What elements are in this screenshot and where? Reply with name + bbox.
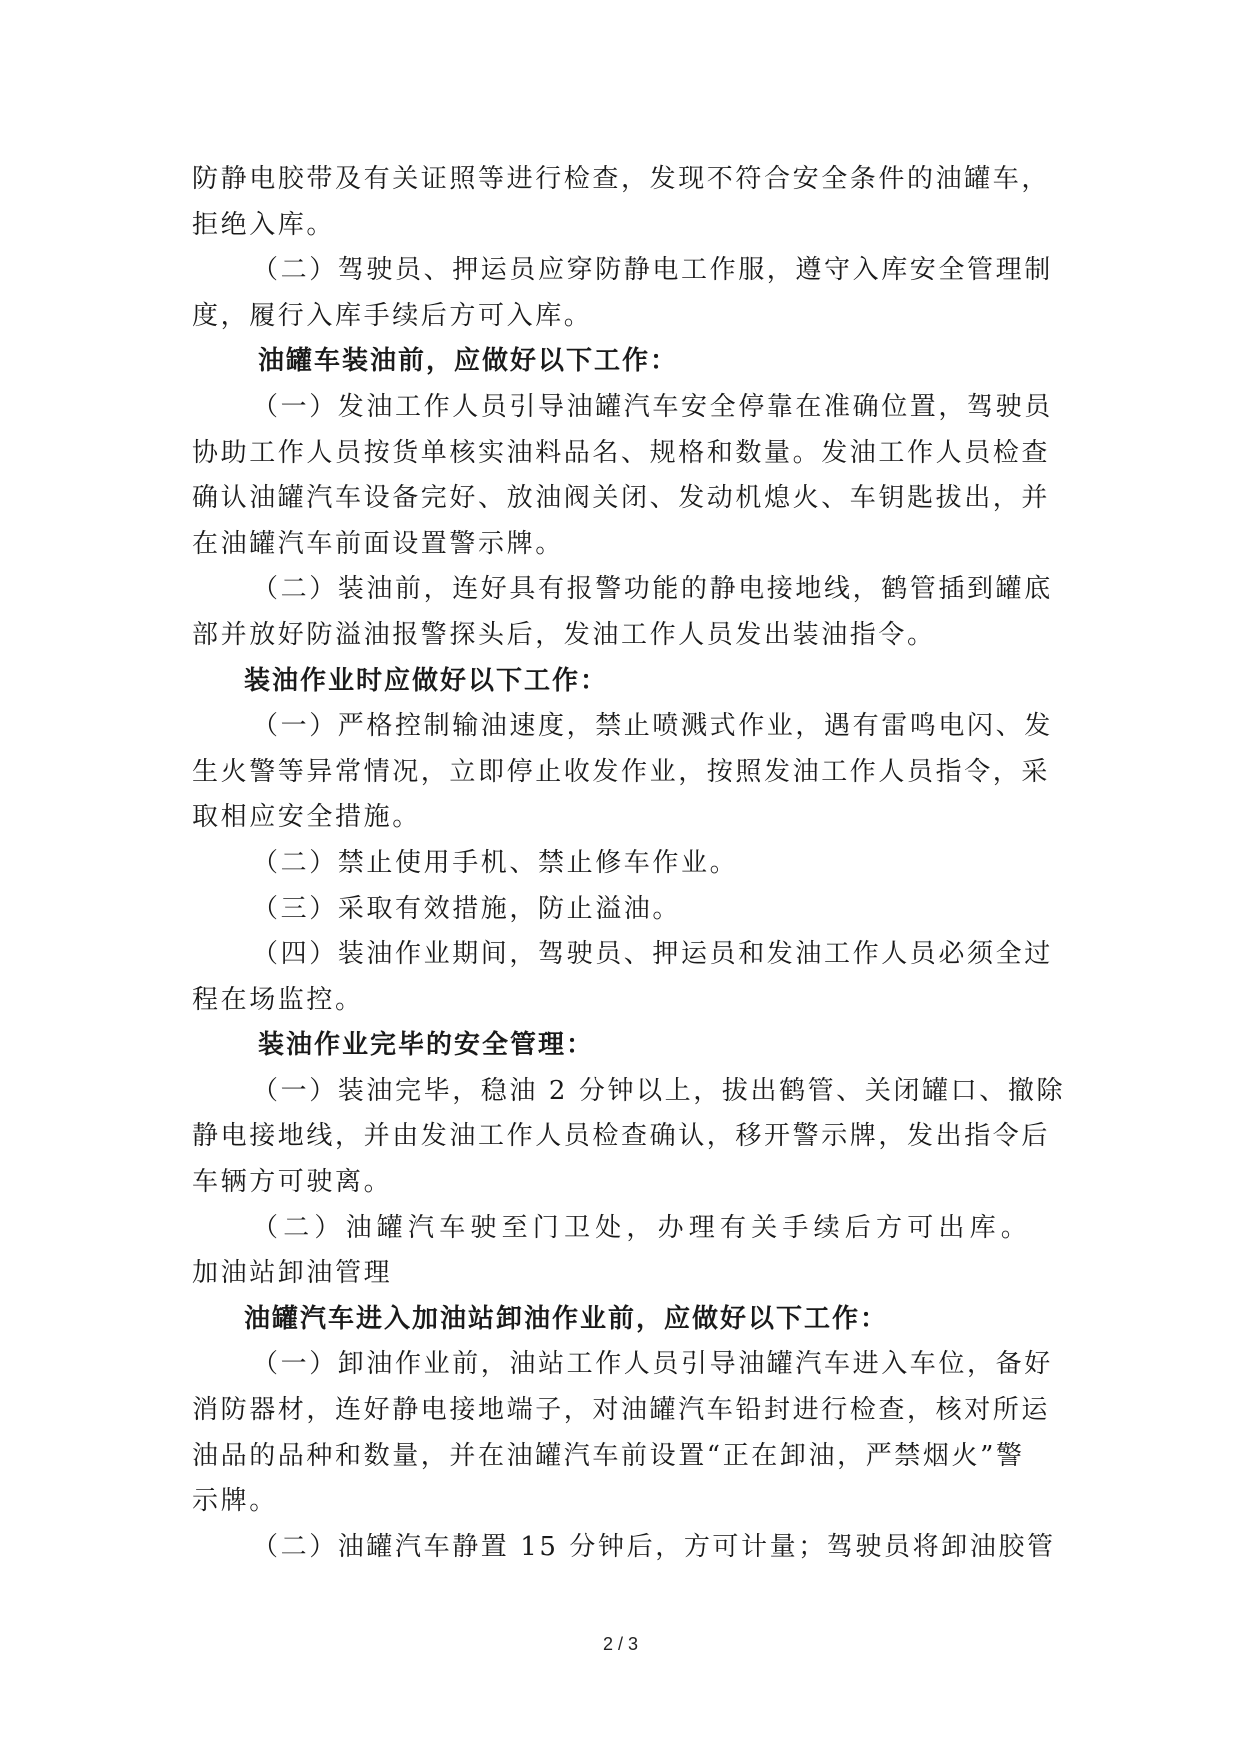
paragraph-line: （二）禁止使用手机、禁止修车作业。: [252, 847, 739, 878]
paragraph-line: （一）装油完毕，稳油 2 分钟以上，拔出鹤管、关闭罐口、撤除: [252, 1075, 1066, 1106]
paragraph-line: （一）严格控制输油速度，禁止喷溅式作业，遇有雷鸣电闪、发: [252, 711, 1053, 742]
paragraph-line: （二）油罐汽车驶至门卫处，办理有关手续后方可出库。: [252, 1212, 1033, 1243]
paragraph-line: （二）油罐汽车静置 15 分钟后，方可计量；驾驶员将卸油胶管: [252, 1531, 1056, 1562]
paragraph-line: 取相应安全措施。: [192, 802, 421, 833]
paragraph-line: 车辆方可驶离。: [192, 1167, 393, 1198]
paragraph-line: 确认油罐汽车设备完好、放油阀关闭、发动机熄火、车钥匙拔出，并: [192, 483, 1051, 514]
paragraph-line: 拒绝入库。: [192, 209, 336, 240]
paragraph-line: 在油罐汽车前面设置警示牌。: [192, 528, 564, 559]
section-heading: 油罐车装油前，应做好以下工作：: [258, 346, 679, 377]
paragraph-line: 度，履行入库手续后方可入库。: [192, 300, 593, 331]
paragraph-line: （四）装油作业期间，驾驶员、押运员和发油工作人员必须全过: [252, 939, 1053, 970]
subsection-title: 加油站卸油管理: [192, 1258, 393, 1289]
paragraph-line: 生火警等异常情况，立即停止收发作业，按照发油工作人员指令，采: [192, 756, 1051, 787]
paragraph-line: 部并放好防溢油报警探头后，发油工作人员发出装油指令。: [192, 619, 936, 650]
paragraph-line: （一）卸油作业前，油站工作人员引导油罐汽车进入车位，备好: [252, 1349, 1053, 1380]
paragraph-line: （一）发油工作人员引导油罐汽车安全停靠在准确位置，驾驶员: [252, 391, 1053, 422]
section-heading: 装油作业完毕的安全管理：: [258, 1030, 595, 1061]
section-heading: 装油作业时应做好以下工作：: [244, 665, 609, 696]
paragraph-line: 油品的品种和数量，并在油罐汽车前设置“正在卸油，严禁烟火”警: [192, 1440, 1025, 1471]
page-number: 2 / 3: [602, 1634, 639, 1654]
section-heading: 油罐汽车进入加油站卸油作业前，应做好以下工作：: [244, 1303, 889, 1334]
paragraph-line: 防静电胶带及有关证照等进行检查，发现不符合安全条件的油罐车，: [192, 164, 1051, 194]
paragraph-line: （三）采取有效措施，防止溢油。: [252, 893, 682, 924]
paragraph-line: （二）驾驶员、押运员应穿防静电工作服，遵守入库安全管理制: [252, 255, 1053, 286]
paragraph-line: 消防器材，连好静电接地端子，对油罐汽车铅封进行检查，核对所运: [192, 1395, 1051, 1426]
paragraph-line: 协助工作人员按货单核实油料品名、规格和数量。发油工作人员检查: [192, 437, 1051, 468]
document-body: [192, 157, 1066, 1570]
paragraph-line: 静电接地线，并由发油工作人员检查确认，移开警示牌，发出指令后: [192, 1121, 1051, 1152]
paragraph-line: （二）装油前，连好具有报警功能的静电接地线，鹤管插到罐底: [252, 574, 1053, 605]
paragraph-line: 示牌。: [192, 1486, 278, 1517]
paragraph-line: 程在场监控。: [192, 984, 364, 1015]
